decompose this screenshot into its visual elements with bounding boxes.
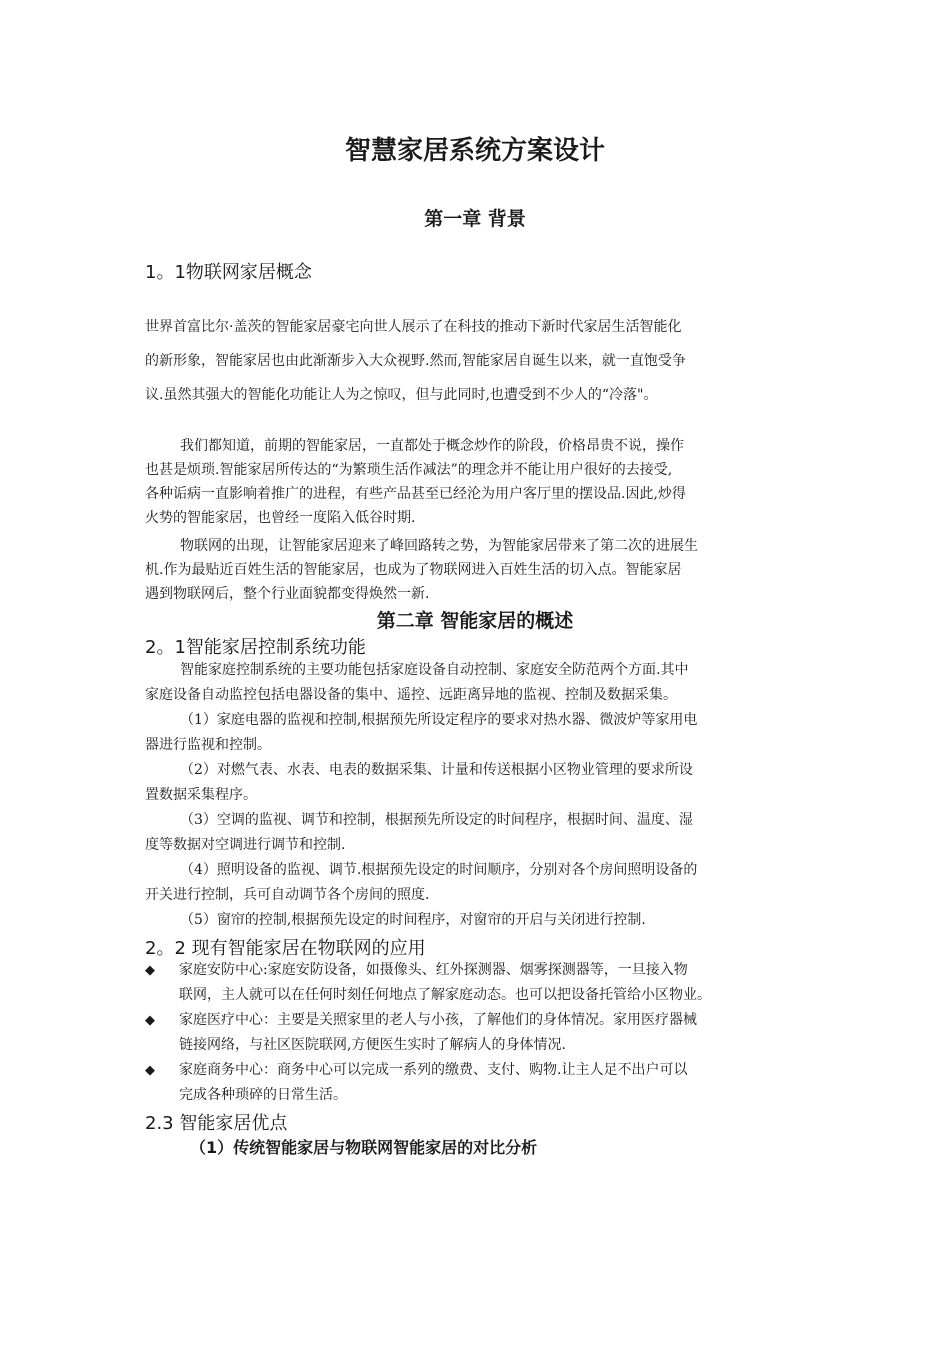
function-item-4 xyxy=(145,858,810,908)
diamond-bullet-icon: ◆ xyxy=(145,1013,155,1028)
bullet-text xyxy=(179,1008,810,1058)
text-line: 度等数据对空调进行调节和控制. xyxy=(145,837,346,853)
section-2-2-heading: 2。2 现有智能家居在物联网的应用 xyxy=(145,938,426,959)
text-line: 议.虽然其强大的智能化功能让人为之惊叹，但与此同时,也遭受到不少人的“冷落"。 xyxy=(145,387,658,403)
diamond-bullet-icon: ◆ xyxy=(145,963,155,978)
text-line: 各种诟病一直影响着推广的进程，有些产品甚至已经沦为用户客厅里的摆设品.因此,炒得 xyxy=(145,486,686,502)
bullet-item-business xyxy=(145,1058,810,1108)
text-line: 火势的智能家居，也曾经一度陷入低谷时期. xyxy=(145,510,416,526)
text-line: 家庭安防中心:家庭安防设备，如摄像头、红外探测器、烟雾探测器等，一旦接入物 xyxy=(179,962,688,978)
paragraph-1-1-b xyxy=(145,434,810,530)
text-line: （3）空调的监视、调节和控制，根据预先所设定的时间程序，根据时间、温度、湿 xyxy=(180,812,693,828)
text-line: 的新形象，智能家居也由此渐渐步入大众视野.然而,智能家居自诞生以来，就一直饱受争 xyxy=(145,353,686,369)
paragraph-1-1-a xyxy=(145,310,810,412)
bullet-item-medical xyxy=(145,1008,810,1058)
section-2-1-heading: 2。1智能家居控制系统功能 xyxy=(145,637,366,658)
text-line: 物联网的出现，让智能家居迎来了峰回路转之势，为智能家居带来了第二次的进展生 xyxy=(180,538,698,554)
function-item-1 xyxy=(145,708,810,758)
subsection-heading: （1）传统智能家居与物联网智能家居的对比分析 xyxy=(190,1138,538,1157)
function-item-5 xyxy=(145,908,810,933)
paragraph-2-1-intro xyxy=(145,658,810,708)
text-line: 家庭设备自动监控包括电器设备的集中、遥控、远距离异地的监视、控制及数据采集。 xyxy=(145,687,677,703)
text-line: 链接网络，与社区医院联网,方便医生实时了解病人的身体情况. xyxy=(179,1037,566,1053)
text-line: 机.作为最贴近百姓生活的智能家居，也成为了物联网进入百姓生活的切入点。智能家居 xyxy=(145,562,682,578)
bullet-text xyxy=(179,1058,810,1108)
text-line: 智能家庭控制系统的主要功能包括家庭设备自动控制、家庭安全防范两个方面.其中 xyxy=(180,662,689,678)
text-line: （5）窗帘的控制,根据预先设定的时间程序，对窗帘的开启与关闭进行控制. xyxy=(180,912,646,928)
text-line: 完成各种琐碎的日常生活。 xyxy=(179,1087,347,1103)
paragraph-1-1-c xyxy=(145,534,810,606)
function-item-3 xyxy=(145,808,810,858)
text-line: 联网，主人就可以在任何时刻任何地点了解家庭动态。也可以把设备托管给小区物业。 xyxy=(179,987,711,1003)
text-line: 器进行监视和控制。 xyxy=(145,737,271,753)
text-line: （1）家庭电器的监视和控制,根据预先所设定程序的要求对热水器、微波炉等家用电 xyxy=(180,712,698,728)
function-item-2 xyxy=(145,758,810,808)
diamond-bullet-icon: ◆ xyxy=(145,1063,155,1078)
section-1-1-heading: 1。1物联网家居概念 xyxy=(145,262,312,283)
bullet-text xyxy=(179,958,810,1008)
bullet-item-security xyxy=(145,958,810,1008)
text-line: 置数据采集程序。 xyxy=(145,787,257,803)
text-line: 世界首富比尔·盖茨的智能家居豪宅向世人展示了在科技的推动下新时代家居生活智能化 xyxy=(145,319,682,335)
chapter-1-heading: 第一章 背景 xyxy=(424,208,526,230)
text-line: （2）对燃气表、水表、电表的数据采集、计量和传送根据小区物业管理的要求所设 xyxy=(180,762,693,778)
document-title: 智慧家居系统方案设计 xyxy=(344,136,605,166)
text-line: 遇到物联网后，整个行业面貌都变得焕然一新. xyxy=(145,586,430,602)
text-line: 家庭医疗中心：主要是关照家里的老人与小孩，了解他们的身体情况。家用医疗器械 xyxy=(179,1012,697,1028)
text-line: 家庭商务中心：商务中心可以完成一系列的缴费、支付、购物.让主人足不出户可以 xyxy=(179,1062,688,1078)
text-line: 我们都知道，前期的智能家居，一直都处于概念炒作的阶段，价格昂贵不说，操作 xyxy=(180,438,684,454)
section-2-3-heading: 2.3 智能家居优点 xyxy=(145,1113,288,1134)
text-line: 开关进行控制，兵可自动调节各个房间的照度. xyxy=(145,887,430,903)
text-line: 也甚是烦琐.智能家居所传达的“为繁琐生活作减法”的理念并不能让用户很好的去接受, xyxy=(145,462,673,478)
chapter-2-heading: 第二章 智能家居的概述 xyxy=(376,610,574,632)
text-line: （4）照明设备的监视、调节.根据预先设定的时间顺序，分别对各个房间照明设备的 xyxy=(180,862,698,878)
